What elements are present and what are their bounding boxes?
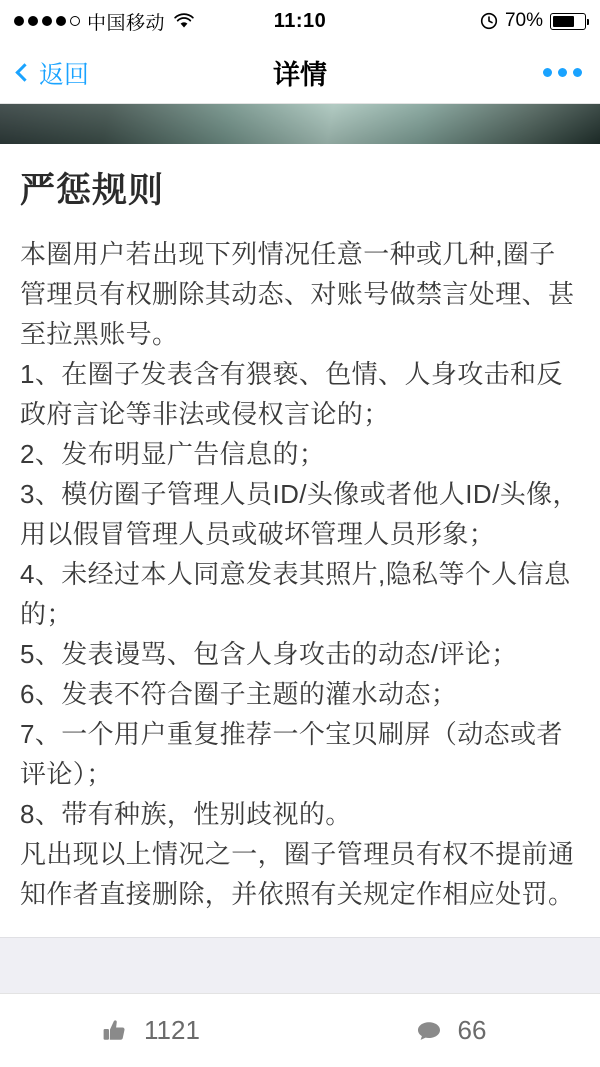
article-paragraph: 1、在圈子发表含有猥亵、色情、人身攻击和反政府言论等非法或侵权言论的； <box>20 359 563 429</box>
page-title: 详情 <box>273 60 327 90</box>
article-title: 严惩规则 <box>20 171 165 210</box>
article-paragraph: 6、发表不符合圈子主题的灌水动态； <box>20 679 458 709</box>
comment-button[interactable] <box>300 1015 600 1046</box>
article-paragraph: 3、模仿圈子管理人员ID/头像或者他人ID/头像，用以假冒管理人员或破坏管理人员形象； <box>20 479 579 549</box>
comment-bubble-icon <box>414 1016 444 1046</box>
carrier-label: 中国移动 <box>87 12 166 34</box>
content-bottom-spacer <box>0 937 600 993</box>
article-paragraph: 4、未经过本人同意发表其照片,隐私等个人信息的； <box>20 559 571 629</box>
chevron-left-icon <box>15 63 33 81</box>
article-paragraph: 2、发布明显广告信息的； <box>20 439 326 469</box>
back-button[interactable] <box>18 55 89 91</box>
action-bar <box>0 993 600 1067</box>
status-clock: 11:10 <box>273 9 327 32</box>
like-count: 1121 <box>144 1015 200 1045</box>
article-paragraph: 5、发表谩骂、包含人身攻击的动态/评论； <box>20 639 518 669</box>
article-paragraph: 本圈用户若出现下列情况任意一种或几种,圈子管理员有权删除其动态、对账号做禁言处理、甚至拉黑账号。 <box>20 239 575 349</box>
article-content <box>0 144 600 937</box>
hero-banner-image <box>0 104 600 144</box>
more-options-button[interactable] <box>543 68 582 77</box>
battery-icon <box>550 13 586 30</box>
article-paragraph: 8、带有种族，性别歧视的。 <box>20 799 352 829</box>
comment-count: 66 <box>457 1015 487 1045</box>
battery-percent-label: 70% <box>504 10 543 31</box>
thumbs-up-icon <box>100 1016 130 1046</box>
like-button[interactable] <box>0 1015 300 1046</box>
nav-bar <box>0 42 600 104</box>
article-paragraph: 7、一个用户重复推荐一个宝贝刷屏（动态或者评论）； <box>20 719 563 789</box>
article-paragraph: 凡出现以上情况之一，圈子管理员有权不提前通知作者直接删除，并依照有关规定作相应处罚。 <box>20 839 575 909</box>
status-bar <box>0 0 600 42</box>
back-label: 返回 <box>39 60 90 89</box>
